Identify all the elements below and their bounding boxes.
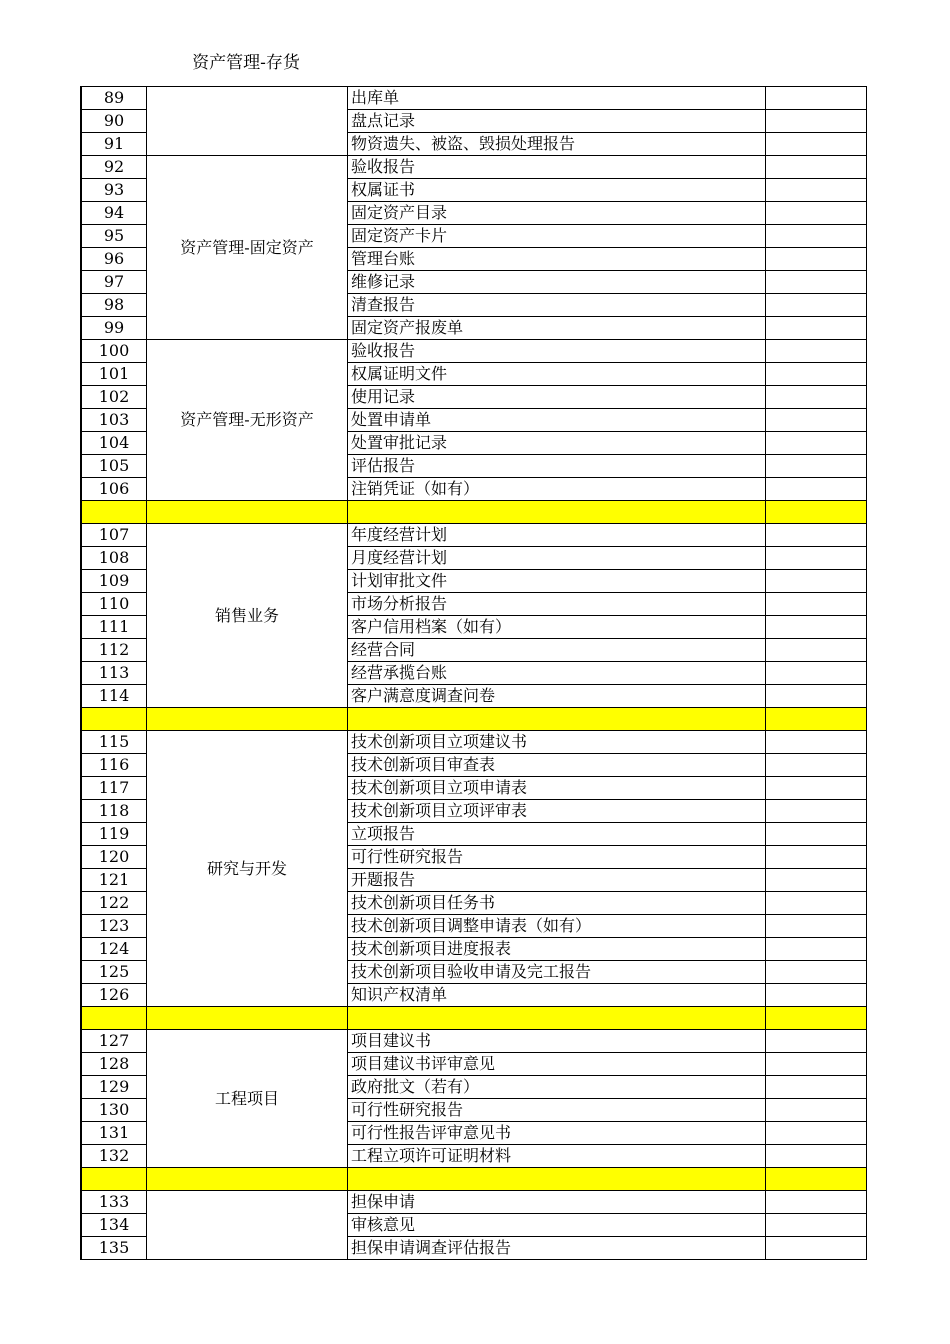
remarks-cell: [766, 225, 867, 248]
row-number-cell: 126: [81, 984, 147, 1007]
document-item-cell: 技术创新项目调整申请表（如有）: [348, 915, 766, 938]
document-item-cell: 固定资产卡片: [348, 225, 766, 248]
separator-cell: [147, 708, 348, 731]
section-title: 资产管理-存货: [192, 53, 300, 73]
remarks-cell: [766, 961, 867, 984]
remarks-cell: [766, 547, 867, 570]
row-number-cell: 99: [81, 317, 147, 340]
row-number-cell: 91: [81, 133, 147, 156]
row-number-cell: 128: [81, 1053, 147, 1076]
remarks-cell: [766, 1099, 867, 1122]
document-item-cell: 知识产权清单: [348, 984, 766, 1007]
document-item-cell: 技术创新项目立项申请表: [348, 777, 766, 800]
document-item-cell: 可行性研究报告: [348, 1099, 766, 1122]
document-item-cell: 市场分析报告: [348, 593, 766, 616]
separator-cell: [348, 501, 766, 524]
remarks-cell: [766, 87, 867, 110]
document-item-cell: 计划审批文件: [348, 570, 766, 593]
document-item-cell: 验收报告: [348, 156, 766, 179]
remarks-cell: [766, 846, 867, 869]
row-number-cell: 121: [81, 869, 147, 892]
remarks-cell: [766, 156, 867, 179]
row-number-cell: 124: [81, 938, 147, 961]
remarks-cell: [766, 1122, 867, 1145]
document-item-cell: 出库单: [348, 87, 766, 110]
document-item-cell: 开题报告: [348, 869, 766, 892]
remarks-cell: [766, 1076, 867, 1099]
remarks-cell: [766, 984, 867, 1007]
document-item-cell: 技术创新项目立项建议书: [348, 731, 766, 754]
row-number-cell: 100: [81, 340, 147, 363]
separator-cell: [81, 1007, 147, 1030]
row-number-cell: 122: [81, 892, 147, 915]
row-number-cell: 131: [81, 1122, 147, 1145]
remarks-cell: [766, 616, 867, 639]
separator-row: [81, 501, 867, 524]
separator-cell: [348, 1007, 766, 1030]
separator-cell: [766, 1007, 867, 1030]
row-number-cell: 104: [81, 432, 147, 455]
document-item-cell: 年度经营计划: [348, 524, 766, 547]
row-number-cell: 116: [81, 754, 147, 777]
separator-cell: [766, 501, 867, 524]
document-item-cell: 工程立项许可证明材料: [348, 1145, 766, 1168]
remarks-cell: [766, 869, 867, 892]
remarks-cell: [766, 731, 867, 754]
row-number-cell: 102: [81, 386, 147, 409]
document-item-cell: 处置申请单: [348, 409, 766, 432]
remarks-cell: [766, 248, 867, 271]
separator-cell: [81, 1168, 147, 1191]
row-number-cell: 103: [81, 409, 147, 432]
document-item-cell: 技术创新项目审查表: [348, 754, 766, 777]
document-item-cell: 经营合同: [348, 639, 766, 662]
document-item-cell: 管理台账: [348, 248, 766, 271]
row-number-cell: 130: [81, 1099, 147, 1122]
row-number-cell: 112: [81, 639, 147, 662]
row-number-cell: 98: [81, 294, 147, 317]
document-item-cell: 使用记录: [348, 386, 766, 409]
separator-row: [81, 1168, 867, 1191]
table-row: [81, 731, 867, 754]
remarks-cell: [766, 777, 867, 800]
row-number-cell: 109: [81, 570, 147, 593]
remarks-cell: [766, 1053, 867, 1076]
separator-row: [81, 1007, 867, 1030]
document-table: [80, 86, 867, 1260]
row-number-cell: 107: [81, 524, 147, 547]
row-number-cell: 96: [81, 248, 147, 271]
row-number-cell: 125: [81, 961, 147, 984]
category-cell: 销售业务: [147, 524, 348, 708]
row-number-cell: 110: [81, 593, 147, 616]
table-row: [81, 340, 867, 363]
row-number-cell: 97: [81, 271, 147, 294]
category-cell: 研究与开发: [147, 731, 348, 1007]
row-number-cell: 101: [81, 363, 147, 386]
separator-cell: [147, 501, 348, 524]
row-number-cell: 118: [81, 800, 147, 823]
remarks-cell: [766, 685, 867, 708]
document-item-cell: 权属证书: [348, 179, 766, 202]
row-number-cell: 117: [81, 777, 147, 800]
document-item-cell: 项目建议书: [348, 1030, 766, 1053]
row-number-cell: 123: [81, 915, 147, 938]
row-number-cell: 132: [81, 1145, 147, 1168]
row-number-cell: 89: [81, 87, 147, 110]
row-number-cell: 106: [81, 478, 147, 501]
remarks-cell: [766, 363, 867, 386]
table-row: [81, 524, 867, 547]
remarks-cell: [766, 455, 867, 478]
document-item-cell: 技术创新项目立项评审表: [348, 800, 766, 823]
remarks-cell: [766, 478, 867, 501]
category-cell: [147, 1191, 348, 1260]
separator-cell: [81, 501, 147, 524]
remarks-cell: [766, 1145, 867, 1168]
table-row: [81, 1191, 867, 1214]
document-item-cell: 清查报告: [348, 294, 766, 317]
remarks-cell: [766, 662, 867, 685]
remarks-cell: [766, 317, 867, 340]
remarks-cell: [766, 593, 867, 616]
remarks-cell: [766, 1030, 867, 1053]
remarks-cell: [766, 1191, 867, 1214]
document-item-cell: 技术创新项目验收申请及完工报告: [348, 961, 766, 984]
remarks-cell: [766, 271, 867, 294]
category-cell: 资产管理-无形资产: [147, 340, 348, 501]
remarks-cell: [766, 892, 867, 915]
separator-row: [81, 708, 867, 731]
row-number-cell: 92: [81, 156, 147, 179]
table-row: [81, 1030, 867, 1053]
document-item-cell: 客户满意度调查问卷: [348, 685, 766, 708]
separator-cell: [348, 708, 766, 731]
document-item-cell: 固定资产目录: [348, 202, 766, 225]
row-number-cell: 115: [81, 731, 147, 754]
table-body: [81, 87, 867, 1260]
document-item-cell: 项目建议书评审意见: [348, 1053, 766, 1076]
document-item-cell: 维修记录: [348, 271, 766, 294]
separator-cell: [766, 708, 867, 731]
separator-cell: [81, 708, 147, 731]
document-item-cell: 可行性报告评审意见书: [348, 1122, 766, 1145]
document-item-cell: 评估报告: [348, 455, 766, 478]
remarks-cell: [766, 202, 867, 225]
document-item-cell: 固定资产报废单: [348, 317, 766, 340]
separator-cell: [147, 1168, 348, 1191]
separator-cell: [147, 1007, 348, 1030]
row-number-cell: 134: [81, 1214, 147, 1237]
document-item-cell: 物资遗失、被盗、毁损处理报告: [348, 133, 766, 156]
remarks-cell: [766, 823, 867, 846]
document-item-cell: 审核意见: [348, 1214, 766, 1237]
document-item-cell: 客户信用档案（如有）: [348, 616, 766, 639]
remarks-cell: [766, 1214, 867, 1237]
remarks-cell: [766, 409, 867, 432]
row-number-cell: 129: [81, 1076, 147, 1099]
document-item-cell: 担保申请: [348, 1191, 766, 1214]
document-item-cell: 权属证明文件: [348, 363, 766, 386]
row-number-cell: 135: [81, 1237, 147, 1260]
remarks-cell: [766, 179, 867, 202]
document-item-cell: 政府批文（若有）: [348, 1076, 766, 1099]
category-cell: 资产管理-固定资产: [147, 156, 348, 340]
remarks-cell: [766, 524, 867, 547]
row-number-cell: 93: [81, 179, 147, 202]
row-number-cell: 94: [81, 202, 147, 225]
document-item-cell: 担保申请调查评估报告: [348, 1237, 766, 1260]
document-item-cell: 技术创新项目进度报表: [348, 938, 766, 961]
separator-cell: [766, 1168, 867, 1191]
row-number-cell: 105: [81, 455, 147, 478]
remarks-cell: [766, 340, 867, 363]
remarks-cell: [766, 800, 867, 823]
row-number-cell: 108: [81, 547, 147, 570]
document-item-cell: 注销凭证（如有）: [348, 478, 766, 501]
document-item-cell: 盘点记录: [348, 110, 766, 133]
remarks-cell: [766, 915, 867, 938]
remarks-cell: [766, 294, 867, 317]
table-row: [81, 87, 867, 110]
document-item-cell: 立项报告: [348, 823, 766, 846]
remarks-cell: [766, 570, 867, 593]
document-item-cell: 技术创新项目任务书: [348, 892, 766, 915]
table-row: [81, 156, 867, 179]
row-number-cell: 95: [81, 225, 147, 248]
row-number-cell: 111: [81, 616, 147, 639]
row-number-cell: 114: [81, 685, 147, 708]
remarks-cell: [766, 639, 867, 662]
row-number-cell: 133: [81, 1191, 147, 1214]
category-cell: 工程项目: [147, 1030, 348, 1168]
row-number-cell: 127: [81, 1030, 147, 1053]
remarks-cell: [766, 110, 867, 133]
remarks-cell: [766, 754, 867, 777]
row-number-cell: 120: [81, 846, 147, 869]
row-number-cell: 113: [81, 662, 147, 685]
document-item-cell: 处置审批记录: [348, 432, 766, 455]
document-item-cell: 经营承揽台账: [348, 662, 766, 685]
document-item-cell: 验收报告: [348, 340, 766, 363]
remarks-cell: [766, 1237, 867, 1260]
row-number-cell: 90: [81, 110, 147, 133]
remarks-cell: [766, 938, 867, 961]
document-item-cell: 可行性研究报告: [348, 846, 766, 869]
remarks-cell: [766, 133, 867, 156]
category-cell: [147, 87, 348, 156]
document-item-cell: 月度经营计划: [348, 547, 766, 570]
separator-cell: [348, 1168, 766, 1191]
remarks-cell: [766, 432, 867, 455]
remarks-cell: [766, 386, 867, 409]
row-number-cell: 119: [81, 823, 147, 846]
